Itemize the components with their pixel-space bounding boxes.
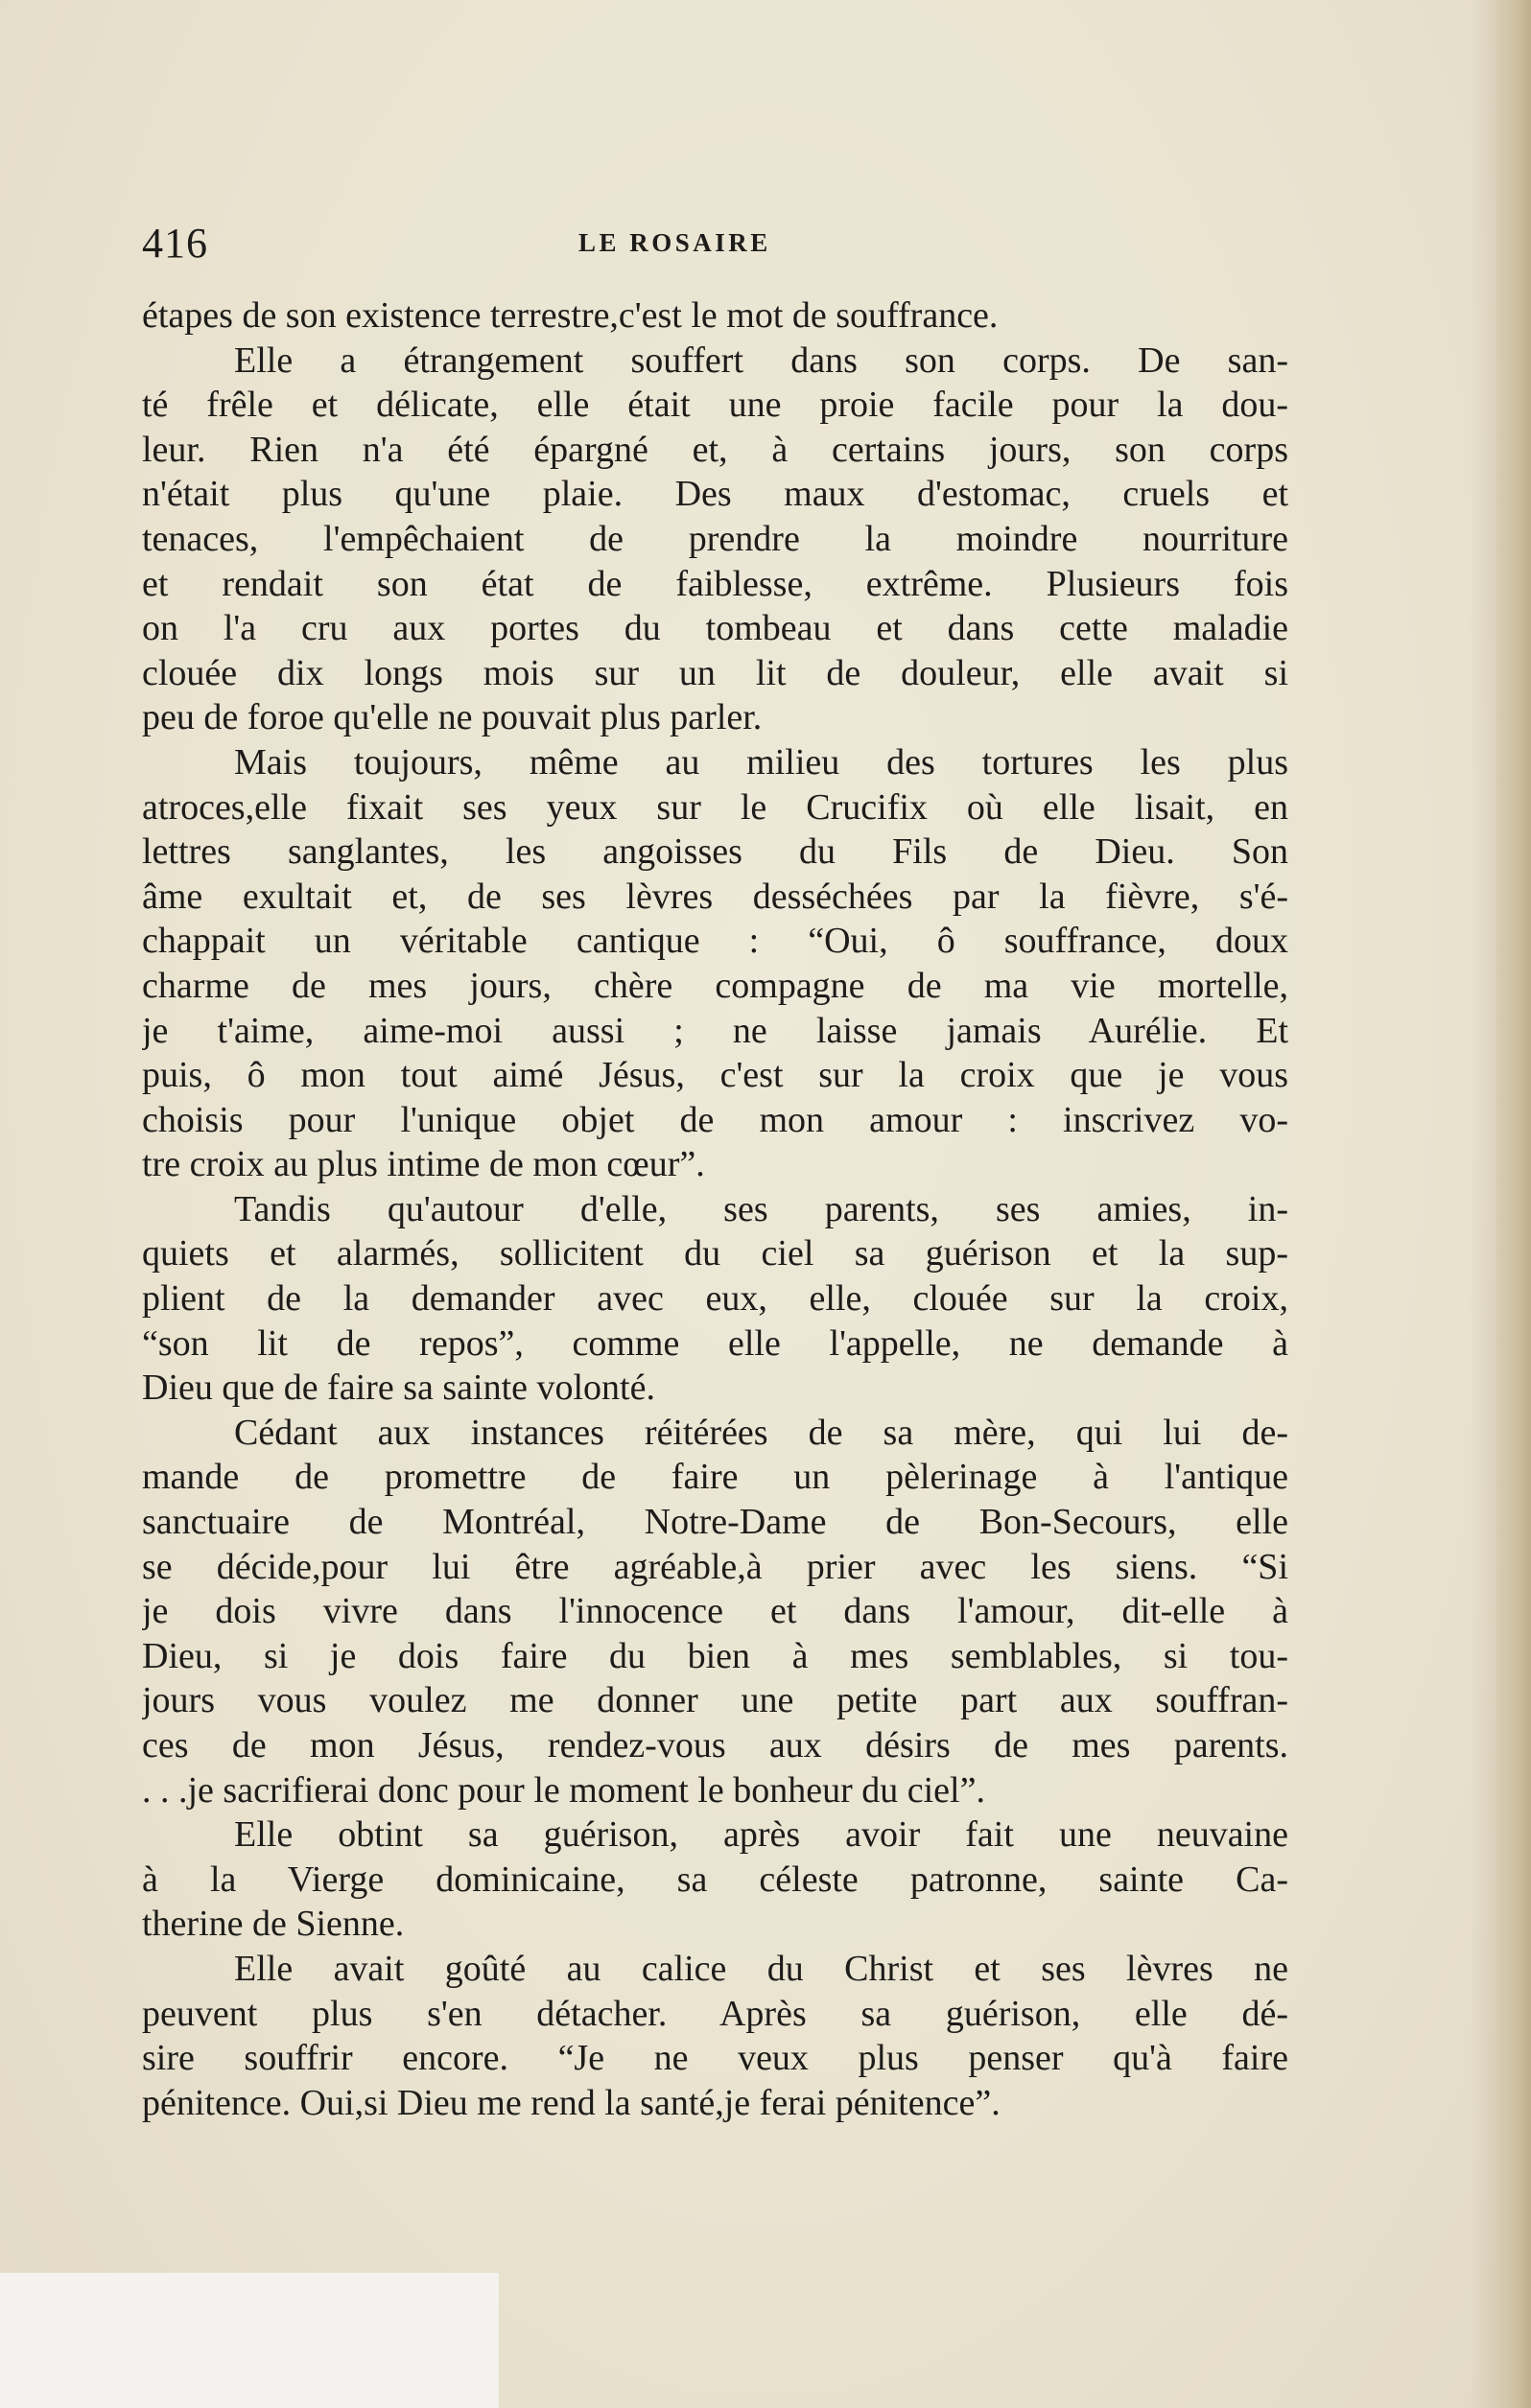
text-line: sanctuaire de Montréal, Notre-Dame de Bon-Secours, elle: [142, 1502, 1288, 1543]
page-edge: [1496, 0, 1531, 2408]
text-line: mande de promettre de faire un pèlerinage à l'antique: [142, 1457, 1288, 1498]
paragraph: [142, 339, 1288, 740]
text-line: lettres sanglantes, les angoisses du Fils de Dieu. Son: [142, 831, 1288, 873]
text-line: à la Vierge dominicaine, sa céleste patronne, sainte Ca-: [142, 1859, 1288, 1900]
text-line: jours vous voulez me donner une petite part aux souffran-: [142, 1680, 1288, 1721]
paragraph: [142, 1812, 1288, 1947]
text-line: therine de Sienne.: [142, 1904, 405, 1945]
text-line: charme de mes jours, chère compagne de ma vie mortelle,: [142, 965, 1288, 1006]
text-line: Dieu que de faire sa sainte volonté.: [142, 1368, 655, 1409]
scan-margin: [0, 2273, 499, 2408]
text-line: Tandis qu'autour d'elle, ses parents, ses amies, in-: [234, 1188, 1288, 1229]
text-line: Elle avait goûté au calice du Christ et ses lèvres ne: [234, 1948, 1288, 1989]
text-line: tre croix au plus intime de mon cœur”.: [142, 1144, 705, 1185]
text-line: n'était plus qu'une plaie. Des maux d'estomac, cruels et: [142, 474, 1288, 515]
paragraph: [142, 1187, 1288, 1411]
text-line: âme exultait et, de ses lèvres desséchées par la fièvre, s'é-: [142, 876, 1288, 917]
paragraph: [142, 1947, 1288, 2125]
page-number: 416: [142, 220, 208, 267]
text-line: pénitence. Oui,si Dieu me rend la santé,je ferai pénitence”.: [142, 2082, 1001, 2123]
text-line: choisis pour l'unique objet de mon amour : inscrivez vo-: [142, 1099, 1288, 1140]
text-line: on l'a cru aux portes du tombeau et dans cette maladie: [142, 608, 1288, 649]
text-line: ces de mon Jésus, rendez-vous aux désirs de mes parents.: [142, 1725, 1288, 1765]
text-line: je dois vivre dans l'innocence et dans l'amour, dit-elle à: [142, 1591, 1288, 1632]
text-line: peuvent plus s'en détacher. Après sa guérison, elle dé-: [142, 1993, 1288, 2034]
text-line: sire souffrir encore. “Je ne veux plus penser qu'à faire: [142, 2038, 1288, 2079]
text-line: Mais toujours, même au milieu des tortures les plus: [234, 741, 1288, 783]
text-line: étapes de son existence terrestre,c'est le mot de souffrance.: [142, 295, 999, 336]
running-title: LE ROSAIRE: [578, 228, 771, 257]
text-line: té frêle et délicate, elle était une proie facile pour la dou-: [142, 385, 1288, 426]
text-line: leur. Rien n'a été épargné et, à certains jours, son corps: [142, 429, 1288, 470]
text-line: chappait un véritable cantique : “Oui, ô souffrance, doux: [142, 921, 1288, 962]
text-line: puis, ô mon tout aimé Jésus, c'est sur la croix que je vous: [142, 1055, 1288, 1096]
text-line: clouée dix longs mois sur un lit de douleur, elle avait si: [142, 652, 1288, 693]
text-line: . . .je sacrifierai donc pour le moment le bonheur du ciel”.: [142, 1769, 985, 1811]
text-line: atroces,elle fixait ses yeux sur le Crucifix où elle lisait, en: [142, 786, 1288, 828]
text-line: je t'aime, aime-moi aussi ; ne laisse jamais Aurélie. Et: [142, 1010, 1288, 1051]
text-line: Dieu, si je dois faire du bien à mes semblables, si tou-: [142, 1635, 1288, 1676]
page-header: [142, 219, 1288, 267]
paragraph: [142, 740, 1288, 1187]
text-line: quiets et alarmés, sollicitent du ciel sa guérison et la sup-: [142, 1233, 1288, 1274]
text-line: Elle a étrangement souffert dans son corps. De san-: [234, 339, 1288, 381]
text-line: se décide,pour lui être agréable,à prier avec les siens. “Si: [142, 1546, 1288, 1587]
paragraph: [142, 1411, 1288, 1812]
text-line: plient de la demander avec eux, elle, clouée sur la croix,: [142, 1278, 1288, 1320]
text-line: Cédant aux instances réitérées de sa mère, qui lui de-: [234, 1412, 1288, 1453]
text-line: et rendait son état de faiblesse, extrême. Plusieurs fois: [142, 563, 1288, 604]
text-line: Elle obtint sa guérison, après avoir fait une neuvaine: [234, 1814, 1288, 1856]
text-line: “son lit de repos”, comme elle l'appelle, ne demande à: [142, 1322, 1288, 1364]
paragraph: [142, 293, 1288, 339]
text-line: tenaces, l'empêchaient de prendre la moindre nourriture: [142, 518, 1288, 559]
body-text: [142, 293, 1288, 2125]
text-line: peu de foroe qu'elle ne pouvait plus parler.: [142, 697, 763, 738]
